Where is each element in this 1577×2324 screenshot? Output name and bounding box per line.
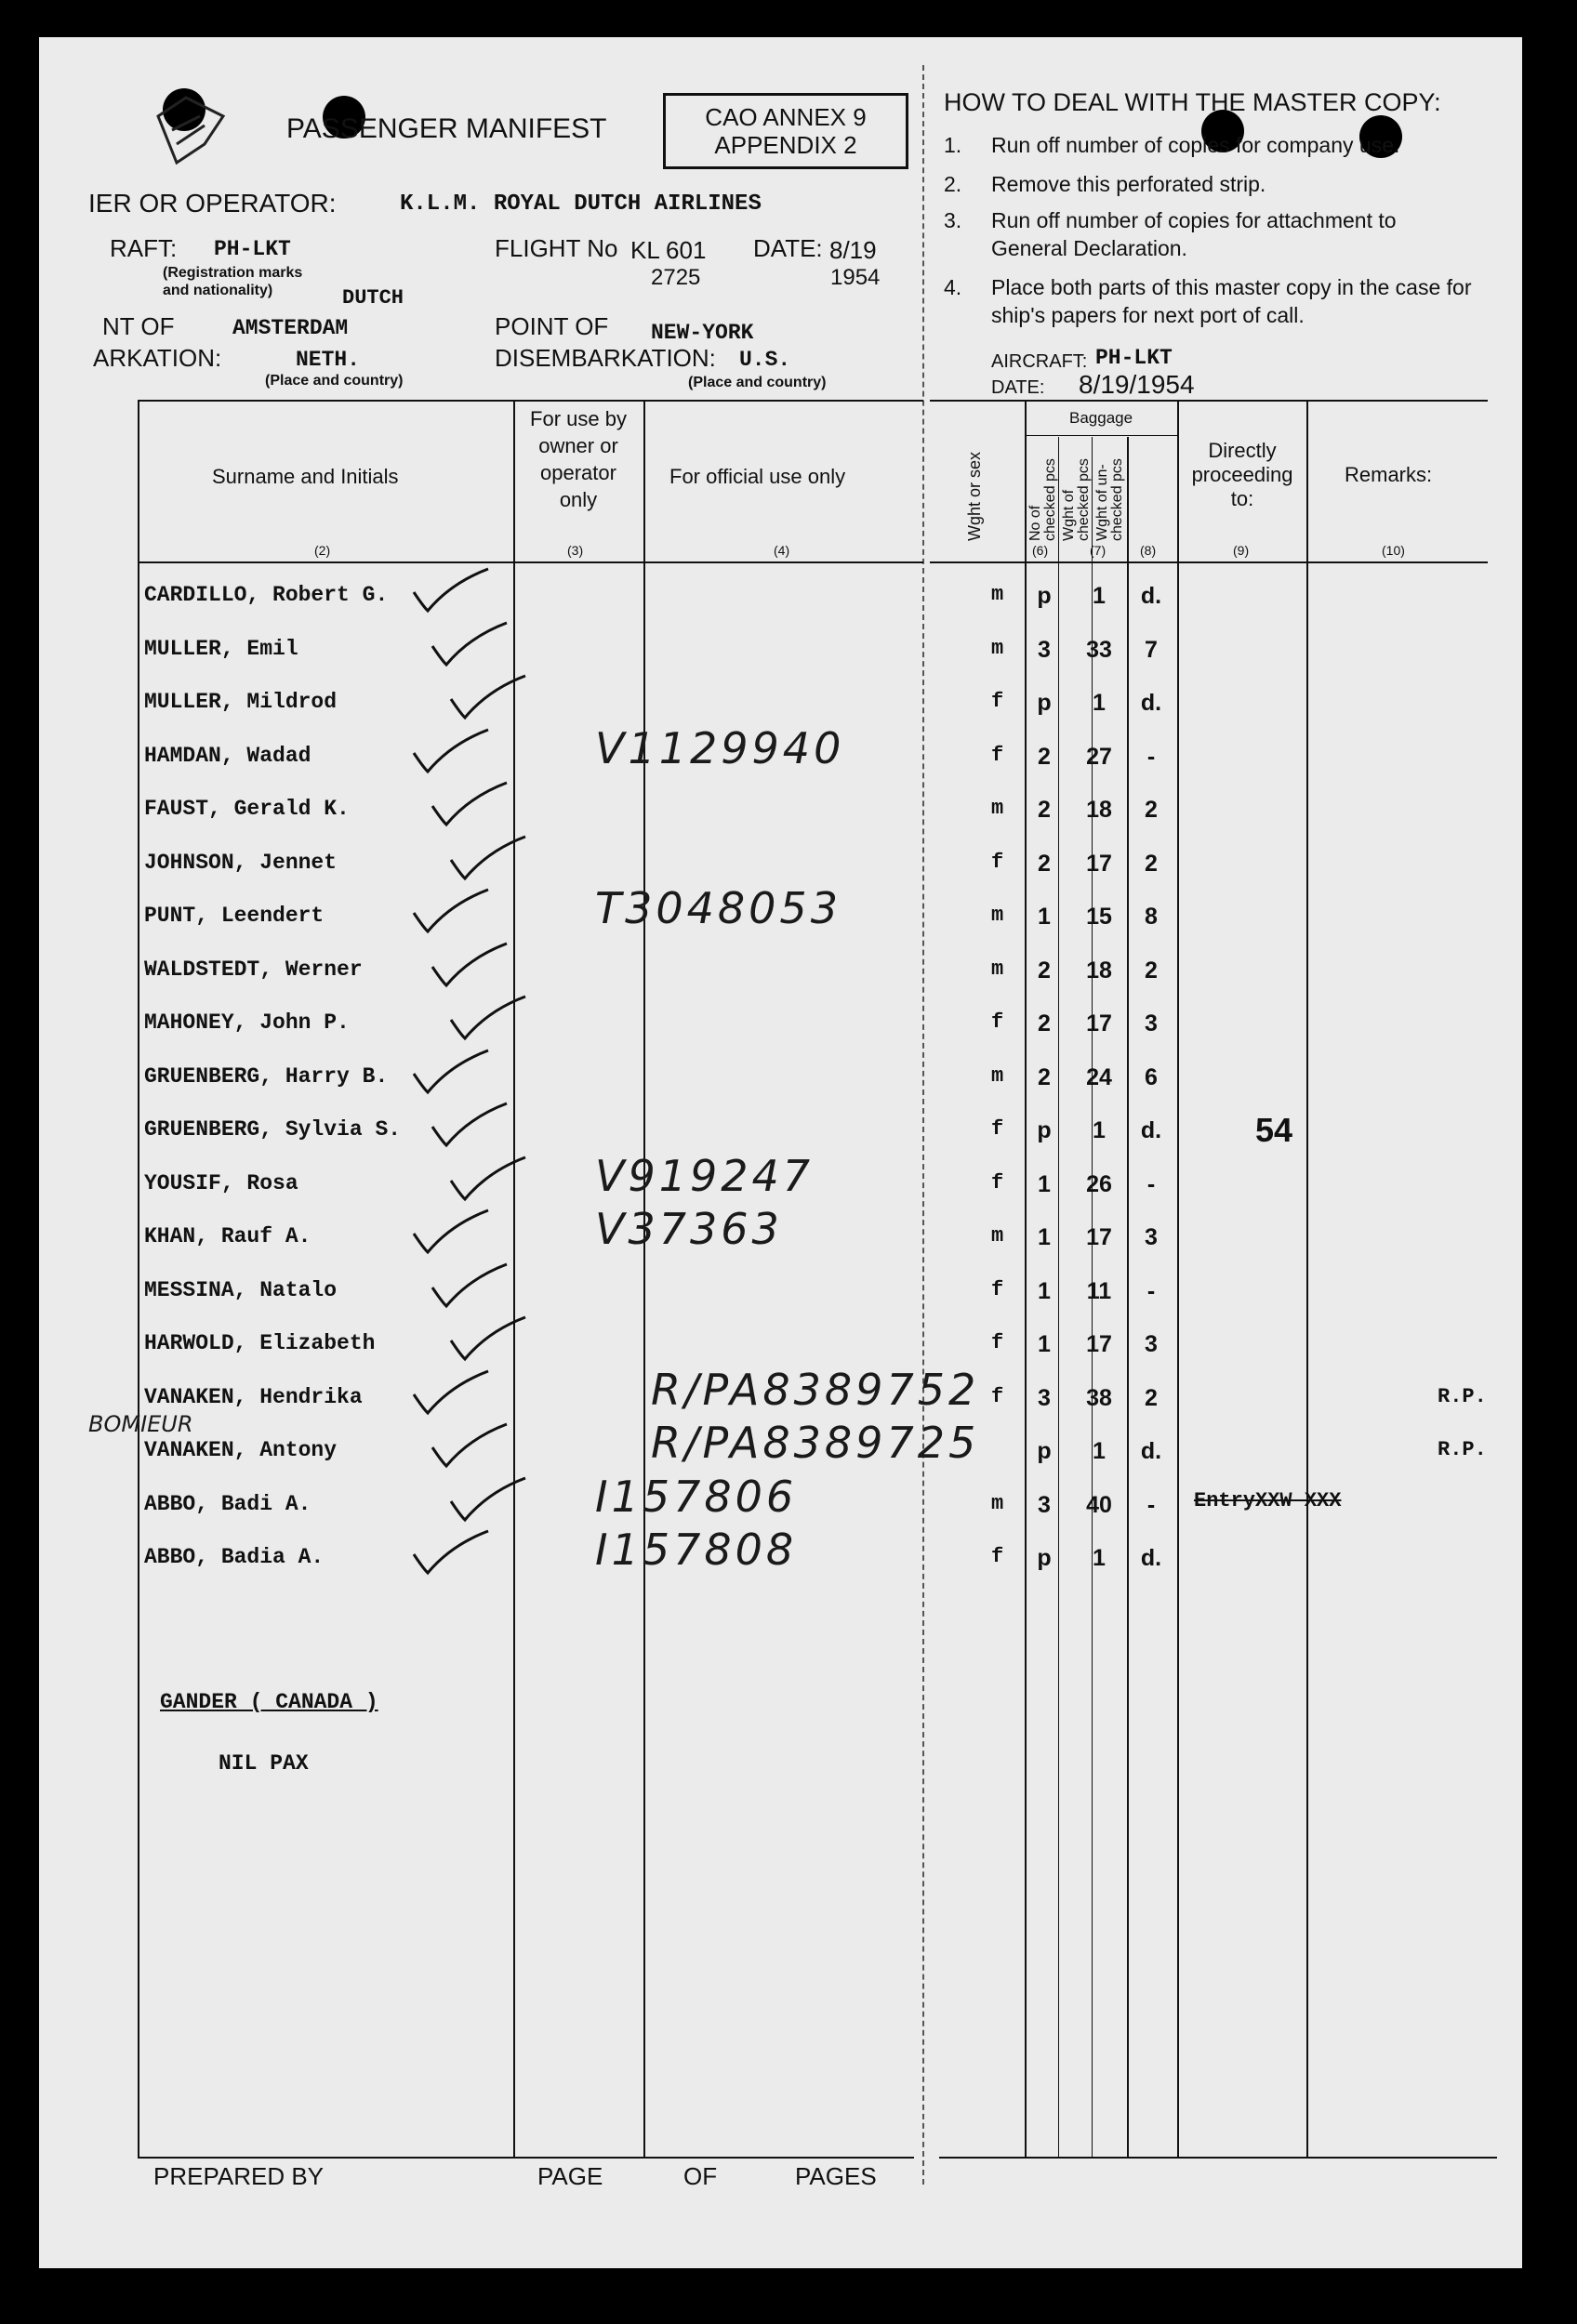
instr-date-label: DATE: (991, 377, 1045, 398)
passenger-name: JOHNSON, Jennet (144, 851, 338, 875)
proceeding-total: 54 (1255, 1111, 1293, 1149)
checked-weight: 33 (1086, 637, 1112, 663)
date-value: 8/19 (829, 236, 877, 264)
checked-pcs: 2 (1038, 851, 1051, 877)
checked-pcs: 2 (1038, 957, 1051, 984)
check-mark-icon (409, 1367, 493, 1422)
table-top-rule-right (930, 400, 1488, 402)
col-divider (513, 400, 515, 2157)
sex-cell: f (991, 1171, 1004, 1195)
sex-cell: f (991, 1117, 1004, 1141)
col-header-proceeding: Directly proceeding to: (1191, 439, 1293, 510)
checked-pcs: p (1037, 1117, 1052, 1143)
passenger-name: VANAKEN, Hendrika (144, 1385, 363, 1409)
col-divider (643, 400, 645, 2157)
disembark-value-1: NEW-YORK (651, 321, 754, 345)
place-note-2: (Place and country) (688, 375, 827, 390)
checked-pcs: 3 (1038, 1385, 1051, 1411)
official-number: V1129940 (595, 723, 845, 773)
embark-label-1: NT OF (102, 312, 175, 340)
flight-value: KL 601 (630, 236, 707, 264)
col-header-wght-unchecked: Wght of un-checked pcs (1094, 458, 1125, 541)
col-number: (7) (1090, 543, 1107, 558)
checked-weight: 17 (1086, 851, 1112, 877)
nationality-value: DUTCH (342, 286, 404, 310)
checked-weight: 1 (1093, 690, 1106, 716)
place-note: (Place and country) (265, 373, 404, 389)
check-mark-icon (428, 939, 511, 995)
checked-pcs: 2 (1038, 1010, 1051, 1037)
unchecked-weight: 3 (1145, 1224, 1158, 1250)
sex-cell: f (991, 851, 1004, 874)
col-divider (138, 400, 139, 2157)
disembark-value-2: U.S. (739, 348, 791, 372)
col-divider (1025, 400, 1027, 2157)
col-header-wght-sex: Wght or sex (965, 451, 984, 541)
sex-cell: f (991, 1545, 1004, 1568)
checked-weight: 1 (1093, 583, 1106, 609)
checked-pcs: 3 (1038, 637, 1051, 663)
struck-entry: EntryXXW XXX (1194, 1489, 1342, 1512)
unchecked-weight: 2 (1145, 797, 1158, 823)
instructions-title: HOW TO DEAL WITH THE MASTER COPY: (944, 88, 1441, 116)
checked-weight: 40 (1086, 1492, 1112, 1518)
passenger-name: MULLER, Mildrod (144, 690, 338, 714)
checked-pcs: p (1037, 583, 1052, 609)
col-header-surname: Surname and Initials (212, 465, 399, 488)
footer-rule (138, 2157, 914, 2159)
footer-of: OF (683, 2162, 718, 2190)
embark-value-2: NETH. (296, 348, 361, 372)
check-mark-icon (446, 1313, 530, 1368)
instruction-number: 4. (944, 275, 962, 299)
passenger-name: ABBO, Badi A. (144, 1492, 311, 1516)
passenger-name: VANAKEN, Antony (144, 1438, 338, 1462)
check-mark-icon (409, 564, 493, 620)
unchecked-weight: d. (1140, 690, 1162, 716)
passenger-name: MESSINA, Natalo (144, 1278, 338, 1302)
official-number: V919247 (595, 1151, 815, 1201)
disembark-label-2: DISEMBARKATION: (495, 344, 716, 372)
col-header-no-checked: No of checked pcs (1027, 458, 1058, 541)
aircraft-value: PH-LKT (214, 237, 291, 261)
instr-aircraft-label: AIRCRAFT: (991, 351, 1088, 372)
check-mark-icon (446, 1473, 530, 1529)
col-divider (1306, 400, 1308, 2157)
unchecked-weight: 2 (1145, 957, 1158, 984)
remarks-cell: R.P. (1438, 1385, 1487, 1408)
airline-logo-icon (149, 88, 232, 172)
checked-pcs: p (1037, 690, 1052, 716)
remarks-cell: R.P. (1438, 1438, 1487, 1461)
checked-pcs: 1 (1038, 1331, 1051, 1357)
sex-cell: m (991, 957, 1004, 981)
unchecked-weight: d. (1140, 1117, 1162, 1143)
check-mark-icon (428, 778, 511, 834)
checked-weight: 27 (1086, 744, 1112, 770)
unchecked-weight: d. (1140, 583, 1162, 609)
col-number: (10) (1382, 543, 1405, 558)
instr-aircraft-value: PH-LKT (1095, 346, 1173, 370)
passenger-name: GRUENBERG, Sylvia S. (144, 1117, 402, 1142)
checked-weight: 18 (1086, 957, 1112, 984)
owner-label: IER OR OPERATOR: (88, 189, 337, 218)
nil-pax: NIL PAX (219, 1751, 309, 1776)
check-mark-icon (409, 1206, 493, 1261)
passenger-name: WALDSTEDT, Werner (144, 957, 363, 982)
footer-rule-right (939, 2157, 1497, 2159)
annex-box (663, 93, 908, 169)
unchecked-weight: - (1146, 1492, 1156, 1518)
passenger-name: ABBO, Badia A. (144, 1545, 325, 1569)
flight-label: FLIGHT No (495, 234, 618, 262)
sex-cell: f (991, 1010, 1004, 1034)
col-header-wght-checked: Wght of checked pcs (1061, 458, 1092, 541)
flight-value-2: 2725 (651, 265, 701, 290)
checked-weight: 11 (1086, 1278, 1112, 1304)
unchecked-weight: d. (1140, 1545, 1162, 1571)
checked-pcs: 1 (1038, 1278, 1051, 1304)
manifest-title: PASSENGER MANIFEST (286, 113, 607, 144)
check-mark-icon (428, 1419, 511, 1475)
check-mark-icon (446, 671, 530, 727)
instruction-number: 1. (944, 133, 962, 157)
unchecked-weight: 8 (1145, 904, 1158, 930)
official-number: I157808 (595, 1525, 798, 1575)
checked-weight: 17 (1086, 1224, 1112, 1250)
col-number: (4) (774, 543, 790, 558)
passenger-name: FAUST, Gerald K. (144, 797, 350, 821)
col-divider (1177, 400, 1179, 2157)
check-mark-icon (428, 618, 511, 674)
instruction-number: 3. (944, 208, 962, 232)
registration-note: (Registration marks (163, 265, 303, 281)
sex-cell: m (991, 797, 1004, 820)
col-number: (3) (567, 543, 584, 558)
embark-value-1: AMSTERDAM (232, 316, 349, 340)
passenger-name: GRUENBERG, Harry B. (144, 1064, 389, 1089)
footer-prepared-by: PREPARED BY (153, 2162, 325, 2190)
checked-weight: 24 (1086, 1064, 1112, 1090)
checked-weight: 38 (1086, 1385, 1112, 1411)
check-mark-icon (446, 992, 530, 1048)
passenger-name: KHAN, Rauf A. (144, 1224, 311, 1248)
check-mark-icon (409, 1046, 493, 1102)
unchecked-weight: 2 (1145, 851, 1158, 877)
table-top-rule (138, 400, 923, 402)
instruction-text: Run off number of copies for attachment to General Declaration. (991, 208, 1397, 260)
col-divider (1127, 437, 1129, 2157)
instruction-text: Remove this perforated strip. (991, 172, 1266, 196)
sex-cell: m (991, 637, 1004, 660)
annotation-bomieur: BOMIEUR (88, 1411, 193, 1437)
footer-pages: PAGES (795, 2162, 877, 2190)
col-header-official: For official use only (669, 465, 846, 488)
unchecked-weight: - (1146, 744, 1156, 770)
annex-line1: CAO ANNEX 9 (705, 103, 867, 131)
sex-cell: f (991, 1331, 1004, 1354)
owner-value: K.L.M. ROYAL DUTCH AIRLINES (400, 191, 762, 217)
official-number: R/PA8389725 (651, 1418, 980, 1468)
checked-pcs: 1 (1038, 1224, 1051, 1250)
passenger-name: HAMDAN, Wadad (144, 744, 311, 768)
header-bottom-rule-right (930, 561, 1488, 563)
col-header-baggage: Baggage (1069, 409, 1133, 427)
official-number: V37363 (595, 1204, 783, 1254)
col-number: (2) (314, 543, 331, 558)
col-number: (6) (1032, 543, 1049, 558)
baggage-rule (1025, 435, 1177, 436)
instruction-text: Run off number of copies for company use. (991, 133, 1400, 157)
instruction-text: Place both parts of this master copy in the case for ship's papers for next port of call. (991, 275, 1472, 327)
sex-cell: m (991, 1224, 1004, 1248)
checked-pcs: p (1037, 1545, 1052, 1571)
sex-cell: m (991, 904, 1004, 927)
checked-pcs: 1 (1038, 1171, 1051, 1197)
checked-weight: 1 (1093, 1438, 1106, 1464)
checked-weight: 17 (1086, 1331, 1112, 1357)
sex-cell: f (991, 744, 1004, 767)
passenger-name: YOUSIF, Rosa (144, 1171, 298, 1195)
checked-pcs: 2 (1038, 797, 1051, 823)
footer-page: PAGE (537, 2162, 603, 2190)
aircraft-label: RAFT: (110, 234, 178, 262)
header-bottom-rule (138, 561, 923, 563)
sex-cell: m (991, 583, 1004, 606)
check-mark-icon (446, 832, 530, 888)
sex-cell: f (991, 1278, 1004, 1301)
passenger-name: MULLER, Emil (144, 637, 298, 661)
col-number: (8) (1140, 543, 1157, 558)
passenger-name: MAHONEY, John P. (144, 1010, 350, 1035)
check-mark-icon (428, 1260, 511, 1315)
passenger-name: PUNT, Leendert (144, 904, 325, 928)
checked-pcs: 2 (1038, 744, 1051, 770)
check-mark-icon (409, 725, 493, 781)
nationality-note: and nationality) (163, 283, 273, 298)
unchecked-weight: - (1146, 1171, 1156, 1197)
gander-line: GANDER ( CANADA ) (160, 1690, 378, 1714)
date-year: 1954 (830, 265, 881, 290)
official-number: I157806 (595, 1472, 798, 1522)
sex-cell: m (991, 1064, 1004, 1088)
unchecked-weight: 3 (1145, 1331, 1158, 1357)
instruction-number: 2. (944, 172, 962, 196)
embark-label-2: ARKATION: (93, 344, 222, 372)
checked-weight: 26 (1086, 1171, 1112, 1197)
official-number: T3048053 (595, 883, 842, 933)
unchecked-weight: - (1146, 1278, 1156, 1304)
check-mark-icon (409, 885, 493, 941)
perforation-line (922, 65, 924, 2185)
checked-weight: 1 (1093, 1545, 1106, 1571)
checked-pcs: 1 (1038, 904, 1051, 930)
official-number: R/PA8389752 (651, 1365, 980, 1415)
sex-cell: f (991, 690, 1004, 713)
checked-weight: 18 (1086, 797, 1112, 823)
col-header-remarks: Remarks: (1345, 463, 1433, 486)
check-mark-icon (428, 1099, 511, 1155)
col-number: (9) (1233, 543, 1250, 558)
passenger-name: HARWOLD, Elizabeth (144, 1331, 376, 1355)
check-mark-icon (446, 1153, 530, 1208)
date-label: DATE: (753, 234, 823, 262)
checked-weight: 17 (1086, 1010, 1112, 1037)
unchecked-weight: 7 (1145, 637, 1158, 663)
checked-pcs: 3 (1038, 1492, 1051, 1518)
passenger-name: CARDILLO, Robert G. (144, 583, 389, 607)
disembark-label-1: POINT OF (495, 312, 609, 340)
sex-cell: f (991, 1385, 1004, 1408)
checked-pcs: p (1037, 1438, 1052, 1464)
checked-weight: 15 (1086, 904, 1112, 930)
checked-weight: 1 (1093, 1117, 1106, 1143)
sex-cell: m (991, 1492, 1004, 1515)
unchecked-weight: d. (1140, 1438, 1162, 1464)
unchecked-weight: 2 (1145, 1385, 1158, 1411)
checked-pcs: 2 (1038, 1064, 1051, 1090)
instr-date-value: 8/19/1954 (1079, 370, 1195, 399)
unchecked-weight: 3 (1145, 1010, 1158, 1037)
check-mark-icon (409, 1526, 493, 1582)
unchecked-weight: 6 (1145, 1064, 1158, 1090)
annex-line2: APPENDIX 2 (714, 131, 857, 159)
col-header-owner: For use by owner or operator only (530, 407, 627, 511)
